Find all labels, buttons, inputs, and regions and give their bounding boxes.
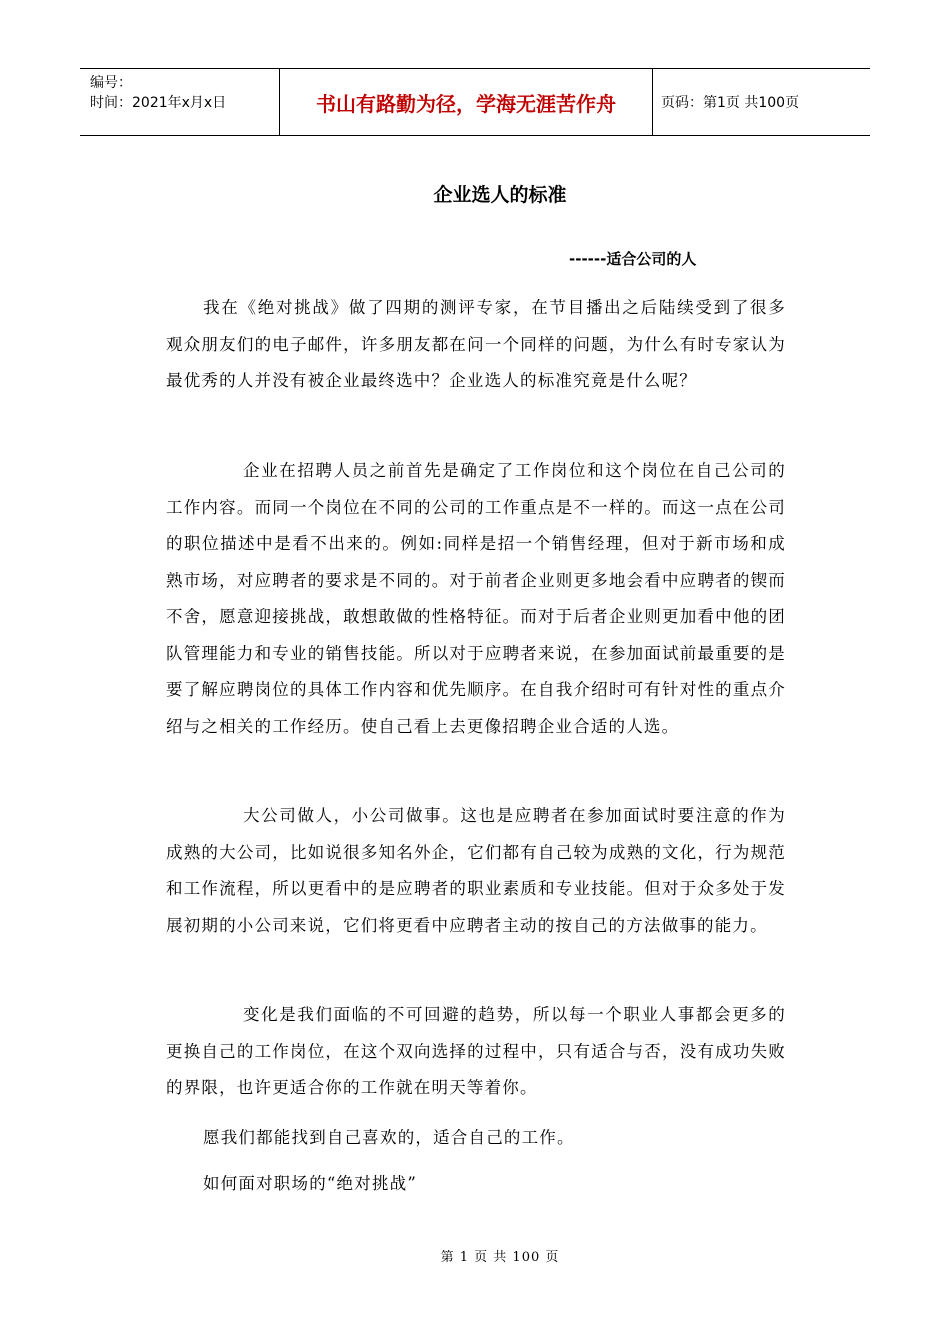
- paragraph: 企业在招聘人员之前首先是确定了工作岗位和这个岗位在自己公司的工作内容。而同一个岗位在不同的公司的工作重点是不一样的。而这一点在公司的职位描述中是看不出来的。例如:同样是招一个销售经理，但对于新市场和成熟市场，对应聘者的要求是不同的。对于前者企业则更多地会看中应聘者的锲而不舍，愿意迎接挑战，敢想敢做的性格特征。而对于后者企业则更加看中他的团队管理能力和专业的销售技能。所以对于应聘者来说，在参加面试前最重要的是要了解应聘岗位的具体工作内容和优先顺序。在自我介绍时可有针对性的重点介绍与之相关的工作经历。使自己看上去更像招聘企业合适的人选。: [166, 461, 786, 736]
- paragraph: 如何面对职场的“绝对挑战”: [203, 1174, 417, 1193]
- document-title: 企业选人的标准: [433, 184, 567, 206]
- paragraph: 变化是我们面临的不可回避的趋势，所以每一个职业人事都会更多的更换自己的工作岗位，在这个双向选择的过程中，只有适合与否，没有成功失败的界限，也许更适合你的工作就在明天等着你。: [166, 1005, 786, 1097]
- motto: 书山有路勤为径，学海无涯苦作舟: [280, 69, 653, 135]
- document-subtitle: ------适合公司的人: [569, 250, 697, 268]
- page-footer: 第 1 页 共 100 页: [440, 1250, 560, 1265]
- number-label: 编号：: [90, 75, 132, 91]
- page-info: 页码：第1页 共100页: [661, 95, 800, 111]
- paragraph: 大公司做人，小公司做事。这也是应聘者在参加面试时要注意的作为成熟的大公司，比如说很多知名外企，它们都有自己较为成熟的文化，行为规范和工作流程，所以更看中的是应聘者的职业素质和专业技能。但对于众多处于发展初期的小公司来说，它们将更看中应聘者主动的按自己的方法做事的能力。: [166, 806, 786, 935]
- time-label: 时间：2021年x月x日: [90, 95, 227, 111]
- header-table: [80, 68, 870, 136]
- paragraph: 愿我们都能找到自己喜欢的，适合自己的工作。: [203, 1128, 575, 1147]
- paragraph: 我在《绝对挑战》做了四期的测评专家，在节目播出之后陆续受到了很多观众朋友们的电子邮件，许多朋友都在问一个同样的问题，为什么有时专家认为最优秀的人并没有被企业最终选中？企业选人的标准究竟是什么呢？: [166, 298, 786, 390]
- header-meta-cell: [80, 69, 280, 135]
